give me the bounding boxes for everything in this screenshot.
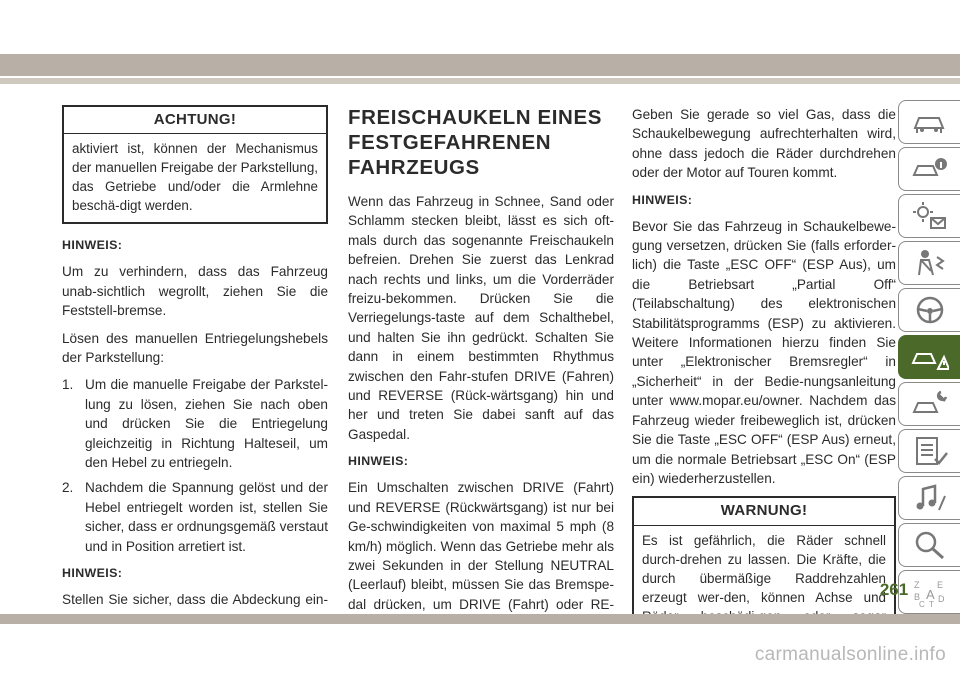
tab-car-wrench[interactable] bbox=[898, 382, 960, 426]
car-info-icon bbox=[911, 153, 949, 185]
hinweis-text: Bevor Sie das Fahrzeug in Schaukelbewe-gung versetzen, drücken Sie (falls erforder-lich) die Taste „ESC OFF“ (ESP Aus), um die Betriebsart „Partial Off“ (Teilabschaltung) des elektronischen Stabilitätsprogramms (ESP) zu aktivieren. Weitere Informationen hierzu finden Sie unter „Elektronischer Bremsregler“ in „Sicherheit“ in der Bedie-nungsanleitung unter www.mopar.eu/owner. Nachdem das Fahrzeug wieder freibeweglich ist, drücken Sie die Taste „ESC OFF“ (ESP Aus) erneut, um die normale Betriebsart „ESC On“ (ESP ein) wiederherzustellen. bbox=[632, 218, 896, 486]
music-navigation-icon bbox=[911, 482, 949, 514]
tab-car-warning[interactable] bbox=[898, 335, 960, 379]
letter-d: D bbox=[937, 594, 944, 604]
hinweis-text: Stellen Sie sicher, dass die Abdeckung ein- bbox=[62, 592, 328, 608]
column-1 bbox=[62, 105, 328, 637]
letter-c: C bbox=[918, 600, 925, 608]
tab-music-navigation[interactable] bbox=[898, 476, 960, 520]
tab-steering-wheel[interactable] bbox=[898, 288, 960, 332]
letter-t: T bbox=[928, 600, 934, 608]
tab-car-info[interactable] bbox=[898, 147, 960, 191]
warning-lights-message-icon bbox=[911, 200, 949, 232]
achtung-text: aktiviert ist, können der Mechanismus der manuellen Freigabe der Parkstellung, das Getriebe und/oder die Armlehne beschä-digt werden. bbox=[72, 141, 318, 214]
seatbelt-airbag-icon bbox=[911, 247, 949, 279]
car-dashboard-icon bbox=[911, 106, 949, 138]
tab-car-dashboard[interactable] bbox=[898, 100, 960, 144]
step-number: 2. bbox=[62, 480, 74, 496]
step-number: 1. bbox=[62, 377, 74, 393]
body-paragraph: Geben Sie gerade so viel Gas, dass die Schaukelbewegung aufrechterhalten wird, ohne dass jedoch die Räder durchdrehen oder der Motor auf Touren kommt. bbox=[632, 107, 896, 181]
achtung-title: ACHTUNG! bbox=[64, 107, 326, 134]
section-heading: FREISCHAUKELN EINES FESTGEFAHRENEN FAHRZEUGS bbox=[348, 106, 603, 179]
hinweis-text: Um zu verhindern, dass das Fahrzeug unab-sichtlich wegrollt, ziehen Sie die Feststell-bremse. bbox=[62, 264, 328, 319]
car-warning-icon bbox=[911, 341, 949, 373]
tab-seatbelt-airbag[interactable] bbox=[898, 241, 960, 285]
car-wrench-icon bbox=[911, 388, 949, 420]
checklist-icon bbox=[911, 435, 949, 467]
hinweis-label: HINWEIS: bbox=[62, 238, 123, 253]
achtung-box bbox=[62, 105, 328, 224]
intro-text: Lösen des manuellen Entriegelungshebels der Parkstellung: bbox=[62, 330, 328, 366]
warnung-title: WARNUNG! bbox=[634, 498, 894, 525]
column-3 bbox=[632, 105, 896, 666]
footer-band bbox=[0, 614, 960, 624]
chapter-tabs bbox=[898, 100, 960, 617]
letter-e: E bbox=[936, 580, 943, 590]
column-2 bbox=[348, 105, 614, 661]
list-item bbox=[62, 478, 328, 556]
watermark: carmanualsonline.info bbox=[754, 644, 946, 665]
header-band bbox=[0, 54, 960, 76]
top-margin bbox=[0, 0, 960, 44]
tab-checklist[interactable] bbox=[898, 429, 960, 473]
steps-list bbox=[62, 375, 328, 556]
hinweis-label: HINWEIS: bbox=[62, 566, 123, 581]
step-text: Um die manuelle Freigabe der Parkstel-lung zu lösen, ziehen Sie nach oben und drücken Sie die Entriegelung gleichzeitig in Richtung Halteseil, um den Hebel zu entriegeln. bbox=[85, 377, 328, 471]
list-item bbox=[62, 375, 328, 472]
tab-search-index[interactable] bbox=[898, 523, 960, 567]
header-band-light bbox=[0, 78, 960, 84]
body-paragraph: Wenn das Fahrzeug in Schnee, Sand oder Schlamm stecken bleibt, lässt es sich oft-mals durch das sogenannte Freischaukeln befreien. Drehen Sie zuerst das Lenkrad nach rechts und links, um die Vorderräder freizu-bekommen. Drücken Sie die Verriegelungs-taste auf dem Schalthebel, und halten Sie ihn gedrückt. Schalten Sie dann in einem bestimmten Rhythmus zwischen den Fahr-stufen DRIVE (Fahren) und REVERSE (Rück-wärtsgang) hin und her und treten Sie dabei sanft auf das Gaspedal. bbox=[348, 194, 614, 442]
letter-a: A bbox=[925, 587, 935, 602]
tab-warning-lights[interactable] bbox=[898, 194, 960, 238]
hinweis-text: Ein Umschalten zwischen DRIVE (Fahrt) und REVERSE (Rückwärtsgang) ist nur bei Ge-schwindigkeiten von maximal 5 mph (8 km/h) möglich. Wenn das Getriebe mehr als zwei Sekunden in der Stellung NEUTRAL (Leerlauf) bleibt, müssen Sie das Bremspe-dal drücken, um DRIVE (Fahrt) oder RE- bbox=[348, 480, 614, 612]
search-index-icon bbox=[911, 529, 949, 561]
hinweis-label: HINWEIS: bbox=[632, 192, 693, 207]
warnung-text: Es ist gefährlich, die Räder schnell durch-drehen zu lassen. Die Kräfte, die durch übermäßige Raddrehzahlen erzeugt wer-den, können Achse und bbox=[642, 532, 886, 605]
steering-wheel-icon bbox=[911, 294, 949, 326]
step-text: Nachdem die Spannung gelöst und der Hebel entriegelt worden ist, stellen Sie sicher, dass er ordnungsgemäß verstaut und in Position arretiert ist. bbox=[85, 480, 328, 554]
hinweis-label: HINWEIS: bbox=[348, 454, 409, 469]
letter-z: Z bbox=[913, 580, 919, 590]
letter-b: B bbox=[913, 592, 920, 602]
page-number: 261 bbox=[879, 580, 909, 599]
